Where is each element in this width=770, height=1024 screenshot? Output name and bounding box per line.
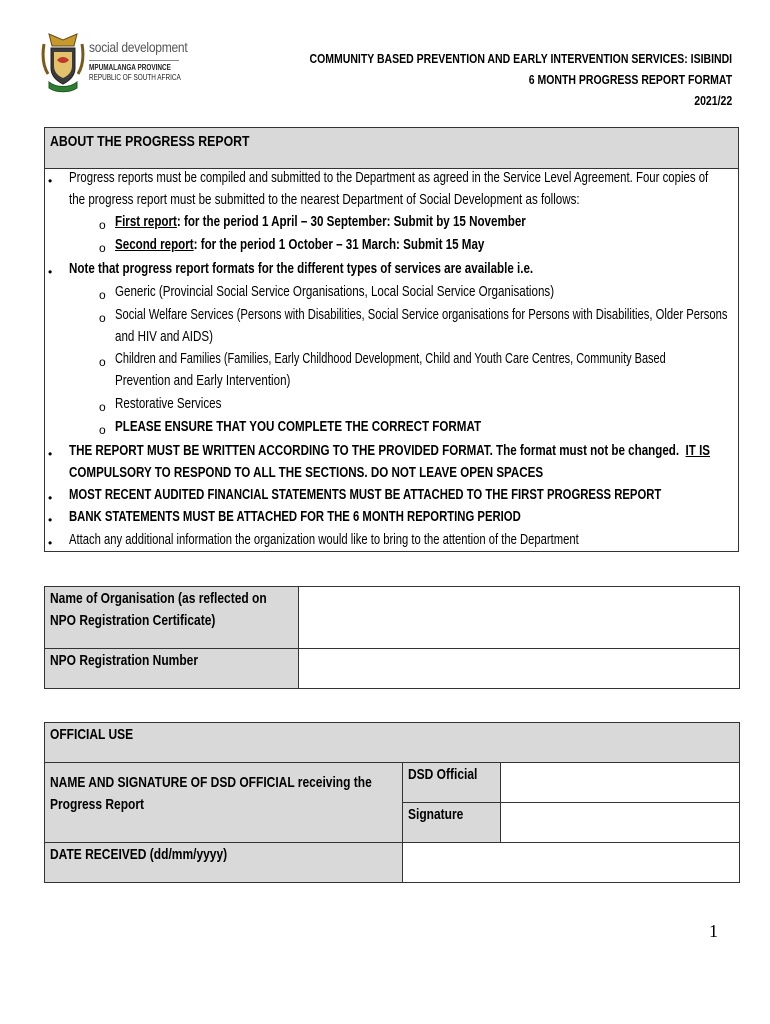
bullet-icon: • [48, 513, 53, 527]
first-report-text: : for the period 1 April – 30 September: Submit by 15 November [176, 214, 526, 230]
bank-statements-notice: BANK STATEMENTS MUST BE ATTACHED FOR THE 6 MONTH REPORTING PERIOD [69, 509, 521, 525]
second-report-text: : for the period 1 October – 31 March: Submit 15 May [193, 237, 485, 253]
sub-bullet-icon: o [99, 311, 106, 325]
page-number: 1 [709, 921, 718, 941]
about-heading: ABOUT THE PROGRESS REPORT [50, 133, 250, 150]
npo-number-label-cell: NPO Registration Number [44, 648, 299, 689]
bullet-icon: • [48, 265, 53, 279]
format-social-welfare-line-1: Social Welfare Services (Persons with Disabilities, Social Service organisations for Persons with Disabilities, Older Persons [115, 307, 728, 323]
dsd-official-label-cell: DSD Official [402, 762, 501, 803]
dsd-official-field[interactable] [500, 762, 740, 803]
logo-divider [89, 60, 179, 61]
format-children-families-line-2: Prevention and Early Intervention) [115, 373, 291, 389]
format-rule-line-1: THE REPORT MUST BE WRITTEN ACCORDING TO THE PROVIDED FORMAT. The format must not be changed. IT IS [69, 443, 711, 459]
department-logo [40, 30, 188, 98]
npo-number-field[interactable] [298, 648, 740, 689]
audited-statements-notice: MOST RECENT AUDITED FINANCIAL STATEMENTS MUST BE ATTACHED TO THE FIRST PROGRESS REPORT [69, 487, 662, 503]
date-received-field[interactable] [402, 842, 740, 883]
paragraph-submission-line-2: the progress report must be submitted to the nearest Department of Social Development as follows: [69, 192, 580, 208]
logo-country-text: REPUBLIC OF SOUTH AFRICA [89, 73, 181, 82]
format-generic: Generic (Provincial Social Service Organisations, Local Social Service Organisations) [115, 284, 555, 300]
ensure-correct-format-notice: PLEASE ENSURE THAT YOU COMPLETE THE CORRECT FORMAT [115, 419, 482, 435]
format-rule-line-2: COMPULSORY TO RESPOND TO ALL THE SECTIONS. DO NOT LEAVE OPEN SPACES [69, 465, 544, 481]
coat-of-arms-icon [40, 30, 86, 96]
sub-bullet-icon: o [99, 241, 106, 255]
format-restorative: Restorative Services [115, 396, 222, 412]
sub-bullet-icon: o [99, 400, 106, 414]
first-report-label: First report [115, 214, 177, 230]
bullet-icon: • [48, 491, 53, 505]
bullet-icon: • [48, 174, 53, 188]
bullet-icon: • [48, 447, 53, 461]
logo-province-text: MPUMALANGA PROVINCE [89, 63, 171, 72]
document-title-line-3: 2021/22 [694, 94, 732, 108]
second-report-line [115, 237, 577, 253]
paragraph-formats: Note that progress report formats for the different types of services are available i.e. [69, 261, 534, 277]
sub-bullet-icon: o [99, 423, 106, 437]
receiving-official-label-cell: NAME AND SIGNATURE OF DSD OFFICIAL receiving the Progress Report [44, 762, 403, 843]
second-report-label: Second report [115, 237, 194, 253]
document-title-line-2: 6 MONTH PROGRESS REPORT FORMAT [528, 73, 732, 87]
date-received-label-cell: DATE RECEIVED (dd/mm/yyyy) [44, 842, 403, 883]
format-children-families-line-1: Children and Families (Families, Early Childhood Development, Child and Youth Care Centres, Community Based [115, 351, 666, 367]
organisation-name-label-cell: Name of Organisation (as reflected on NPO Registration Certificate) [44, 586, 299, 649]
about-heading-bar [45, 128, 738, 169]
format-social-welfare-line-2: and HIV and AIDS) [115, 329, 214, 345]
sub-bullet-icon: o [99, 288, 106, 302]
paragraph-submission-line-1: Progress reports must be compiled and submitted to the Department as agreed in the Service Level Agreement. Four copies of [69, 170, 709, 186]
document-title-line-1: COMMUNITY BASED PREVENTION AND EARLY INTERVENTION SERVICES: ISIBINDI [309, 52, 732, 66]
organisation-name-field[interactable] [298, 586, 740, 649]
official-use-heading-cell: OFFICIAL USE [44, 722, 740, 763]
bullet-icon: • [48, 536, 53, 550]
logo-brand-text: social development [89, 39, 188, 55]
sub-bullet-icon: o [99, 355, 106, 369]
sub-bullet-icon: o [99, 218, 106, 232]
first-report-line [115, 214, 629, 230]
signature-field[interactable] [500, 802, 740, 843]
additional-information-note: Attach any additional information the organization would like to bring to the attention of the Department [69, 532, 579, 548]
signature-label-cell: Signature [402, 802, 501, 843]
